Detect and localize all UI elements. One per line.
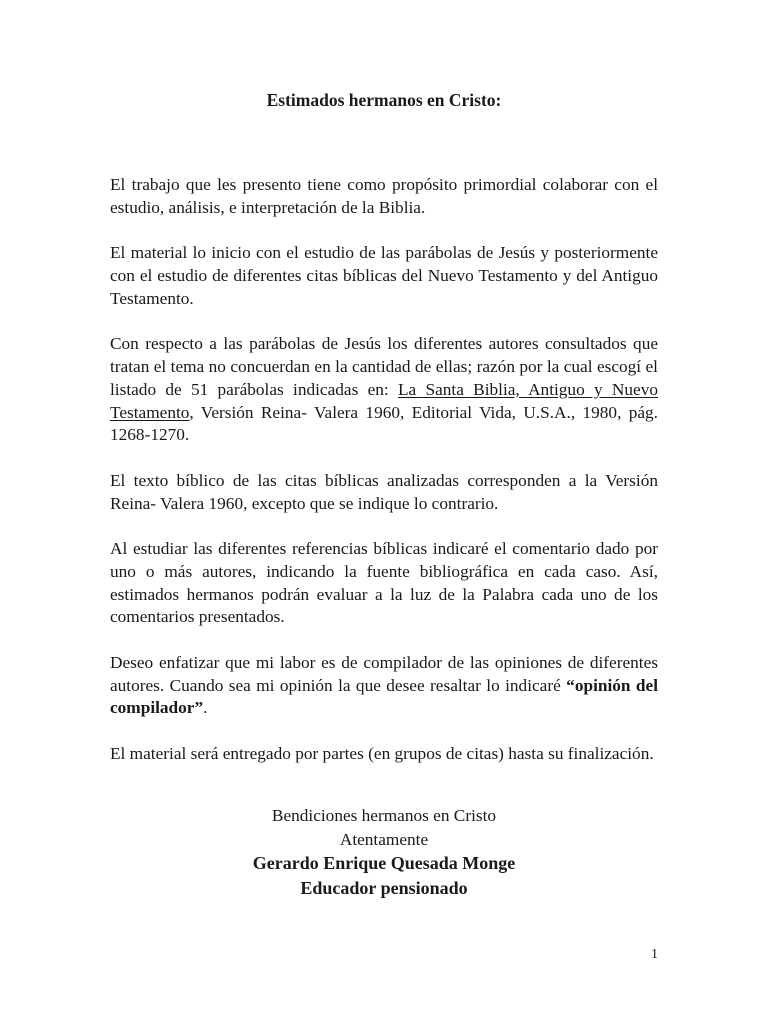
compiler-opinion-label: “opinión del compilador”: [110, 675, 659, 718]
author-name: Gerardo Enrique Quesada Monge: [252, 853, 516, 873]
paragraph-delivery: El material será entregado por partes (en grupos de citas) hasta su finalización.: [110, 743, 654, 763]
paragraph-parables-text-2: , Versión Reina- Valera 1960, Editorial Vida, U.S.A., 1980, pág. 1268-1270.: [110, 402, 658, 445]
letter-salutation: Estimados hermanos en Cristo:: [266, 90, 502, 110]
author-role: Educador pensionado: [300, 878, 468, 898]
paragraph-compiler-text-2: .: [203, 698, 208, 718]
letter-closing: [0, 804, 768, 901]
page-number: 1: [651, 947, 658, 962]
paragraph-purpose: El trabajo que les presento tiene como propósito primordial colaborar con el estudio, análisis, e interpretación de la Biblia.: [110, 175, 658, 217]
bible-edition-reference: La Santa Biblia, Antiguo y Nuevo Testamento: [110, 379, 659, 422]
paragraph-compiler-text-1: Deseo enfatizar que mi labor es de compilador de las opiniones de diferentes autores. Cuando sea mi opinión la que desee resaltar lo indicaré: [110, 652, 658, 695]
paragraph-parables-source: [110, 333, 658, 447]
paragraph-compiler-note: [110, 652, 658, 720]
paragraph-material: El material lo inicio con el estudio de las parábolas de Jesús y posteriormente con el estudio de diferentes citas bíblicas del Nuevo Testamento y del Antiguo Testamento.: [110, 243, 658, 308]
paragraph-bible-version: El texto bíblico de las citas bíblicas analizadas corresponden a la Versión Reina- Valera 1960, excepto que se indique lo contrario.: [110, 470, 658, 513]
letter-body: [110, 174, 658, 788]
paragraph-parables-text-1: Con respecto a las parábolas de Jesús los diferentes autores consultados que tratan el tema no concuerdan en la cantidad de ellas; razón por la cual escogí el listado de 51 parábolas indicadas en:: [110, 334, 658, 399]
paragraph-commentaries: Al estudiar las diferentes referencias bíblicas indicaré el comentario dado por uno o más autores, indicando la fuente bibliográfica en cada caso. Así, estimados hermanos podrán evaluar a la luz de la Palabra cada uno de los comentarios presentados.: [110, 538, 658, 627]
closing-blessing: Bendiciones hermanos en Cristo: [271, 806, 497, 825]
closing-regards: Atentamente: [339, 829, 429, 849]
